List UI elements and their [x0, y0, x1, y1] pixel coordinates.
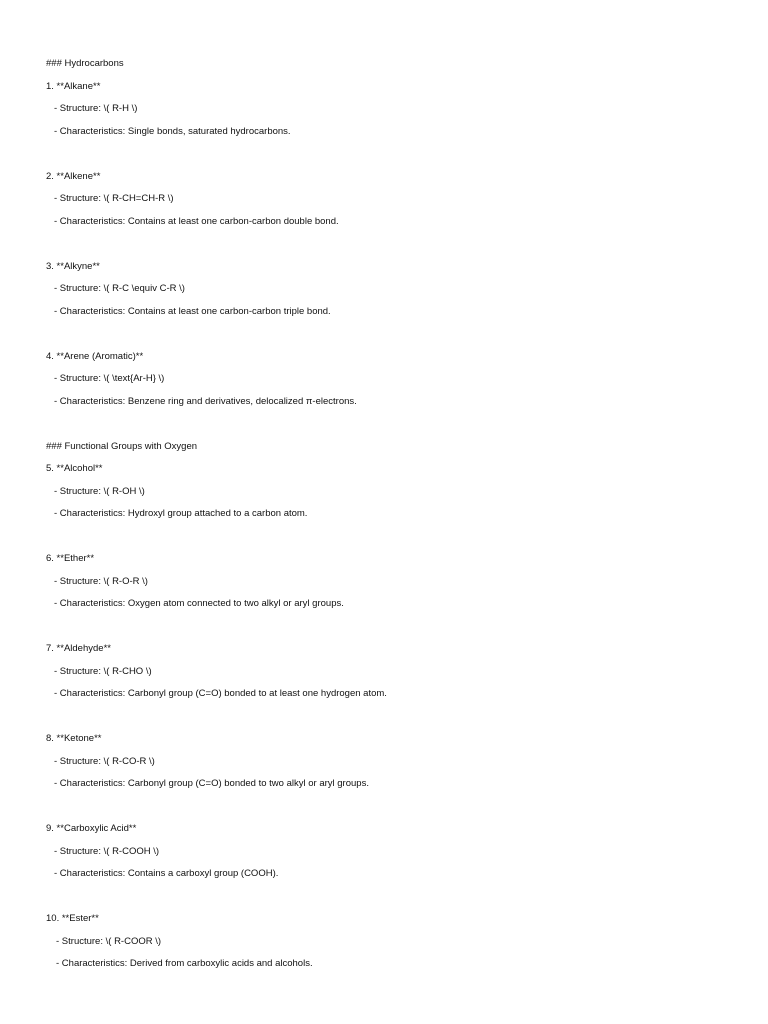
- item-structure: - Structure: \( R-C \equiv C-R \): [54, 283, 185, 294]
- item-title: 10. **Ester**: [46, 913, 99, 924]
- item-structure: - Structure: \( R-CHO \): [54, 665, 152, 677]
- item-structure: - Structure: \( R-COOR \): [56, 935, 162, 947]
- item-characteristics: - Characteristics: Contains at least one carbon-carbon double bond.: [54, 215, 339, 227]
- item-characteristics: - Characteristics: Contains at least one carbon-carbon triple bond.: [54, 305, 331, 317]
- list-item-ester: [46, 913, 726, 981]
- list-item-ether: [46, 553, 726, 643]
- item-title: 9. **Carboxylic Acid**: [46, 823, 137, 834]
- item-structure: - Structure: \( R-CH=CH-R \): [54, 193, 174, 204]
- item-characteristics: - Characteristics: Contains a carboxyl group (COOH).: [54, 868, 279, 879]
- item-structure: - Structure: \( \text{Ar-H} \): [54, 373, 165, 384]
- item-characteristics: - Characteristics: Hydroxyl group attached to a carbon atom.: [54, 508, 308, 519]
- list-item-carboxylic-acid: [46, 823, 726, 913]
- item-characteristics: - Characteristics: Single bonds, saturated hydrocarbons.: [54, 125, 291, 137]
- item-title: 7. **Aldehyde**: [46, 643, 111, 654]
- document-page: [46, 58, 726, 981]
- item-characteristics: - Characteristics: Carbonyl group (C=O) bonded to two alkyl or aryl groups.: [54, 778, 369, 789]
- item-characteristics: - Characteristics: Oxygen atom connected to two alkyl or aryl groups.: [54, 598, 344, 609]
- item-structure: - Structure: \( R-CO-R \): [54, 755, 155, 767]
- item-characteristics: - Characteristics: Derived from carboxylic acids and alcohols.: [56, 958, 313, 969]
- section-heading: ### Hydrocarbons: [46, 58, 124, 69]
- item-title: 5. **Alcohol**: [46, 463, 103, 474]
- list-item-ketone: [46, 733, 726, 823]
- item-structure: - Structure: \( R-O-R \): [54, 575, 148, 587]
- item-characteristics: - Characteristics: Carbonyl group (C=O) bonded to at least one hydrogen atom.: [54, 688, 387, 699]
- list-item-alkene: [46, 171, 726, 261]
- item-title: 6. **Ether**: [46, 553, 95, 564]
- item-title: 1. **Alkane**: [46, 80, 101, 92]
- item-title: 2. **Alkene**: [46, 170, 101, 182]
- item-title: 8. **Ketone**: [46, 733, 102, 744]
- section-heading: ### Functional Groups with Oxygen: [46, 440, 198, 452]
- item-structure: - Structure: \( R-OH \): [54, 485, 145, 497]
- item-title: 4. **Arene (Aromatic)**: [46, 350, 144, 362]
- item-structure: - Structure: \( R-COOH \): [54, 845, 160, 857]
- list-item-alcohol: [46, 463, 726, 553]
- list-item-alkane: [46, 81, 726, 171]
- item-characteristics: - Characteristics: Benzene ring and derivatives, delocalized π-electrons.: [54, 395, 357, 407]
- item-structure: - Structure: \( R-H \): [54, 103, 138, 114]
- item-title: 3. **Alkyne**: [46, 260, 100, 272]
- list-item-aldehyde: [46, 643, 726, 733]
- list-item-alkyne: [46, 261, 726, 351]
- list-item-arene: [46, 351, 726, 441]
